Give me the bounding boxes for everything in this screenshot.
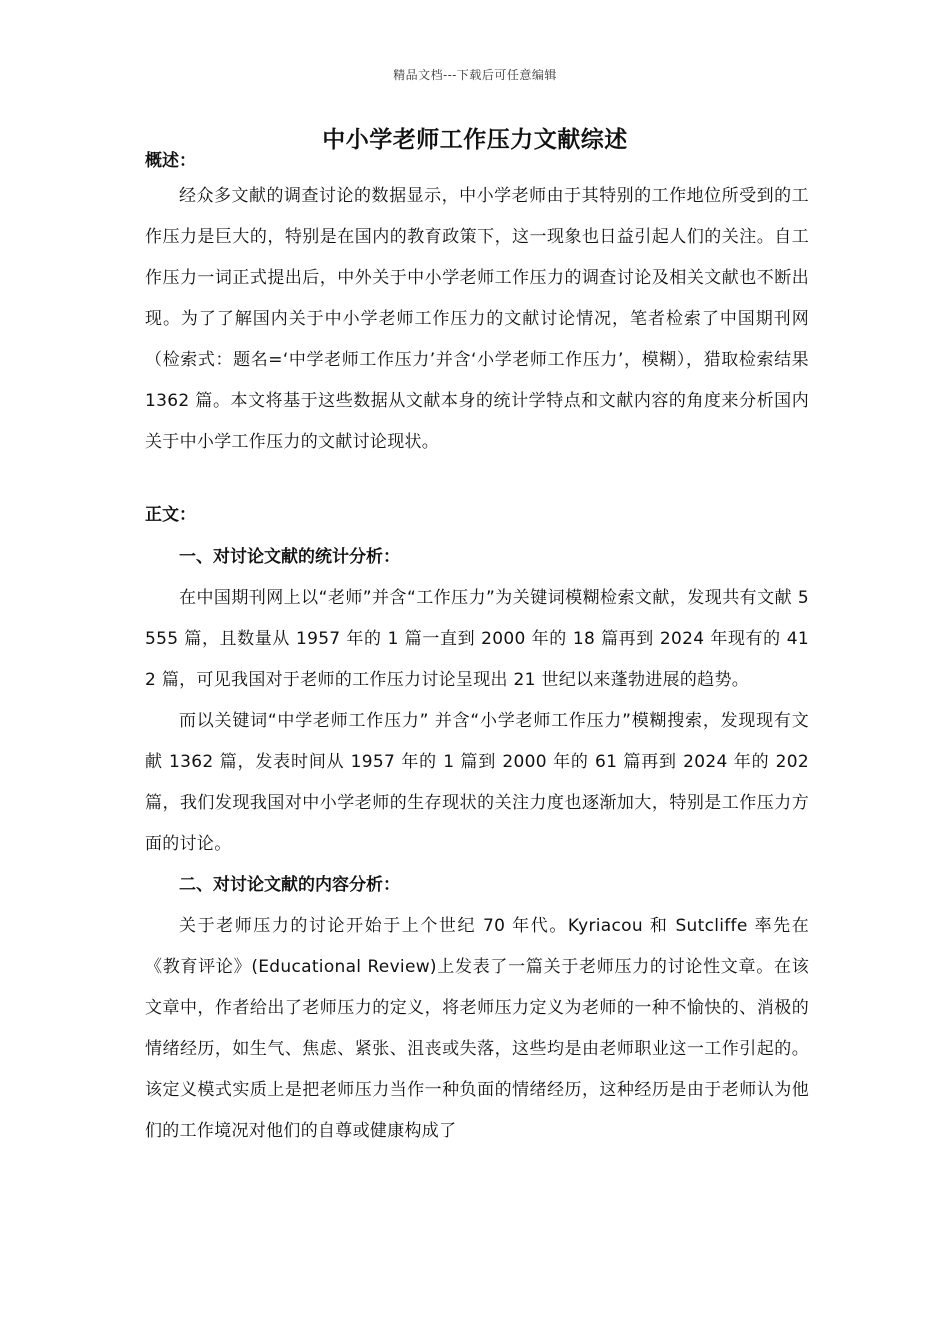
main-body-label: 正文： [145,505,196,525]
spacer [145,530,809,537]
section2-heading: 二、对讨论文献的内容分析： [179,875,400,895]
page-header-note: 精品文档---下载后可任意编辑 [393,68,557,82]
section1-paragraph-1: 在中国期刊网上以“老师”并含“工作压力”为关键词模糊检索文献，发现共有文献 5555 篇，且数量从 1957 年的 1 篇一直到 2000 年的 18 篇再到 2024 年现有的 412 篇，可见我国对于老师的工作压力讨论呈现出 21 世纪以来蓬勃进展的趋势。 [145,588,809,690]
spacer [145,463,809,500]
document-body [145,146,809,1152]
document-title: 中小学老师工作压力文献综述 [322,127,628,153]
section1-paragraph-2: 而以关键词“中学老师工作压力” 并含“小学老师工作压力”模糊搜索，发现现有文献 1362 篇，发表时间从 1957 年的 1 篇到 2000 年的 61 篇再到 2024 年的 202 篇，我们发现我国对中小学老师的生存现状的关注力度也逐渐加大，特别是工作压力方面的讨论。 [145,711,809,854]
section2-paragraph-1: 关于老师压力的讨论开始于上个世纪 70 年代。Kyriacou 和 Sutcliffe 率先在《教育评论》(Educational Review)上发表了一篇关于老师压力的讨论性文章。在该文章中，作者给出了老师压力的定义，将老师压力定义为老师的一种不愉快的、消极的情绪经历，如生气、焦虑、紧张、沮丧或失落，这些均是由老师职业这一工作引起的。该定义模式实质上是把老师压力当作一种负面的情绪经历，这种经历是由于老师认为他们的工作境况对他们的自尊或健康构成了 [145,916,809,1141]
overview-label: 概述： [145,151,196,171]
overview-paragraph: 经众多文献的调查讨论的数据显示，中小学老师由于其特别的工作地位所受到的工作压力是巨大的，特别是在国内的教育政策下，这一现象也日益引起人们的关注。自工作压力一词正式提出后，中外关于中小学老师工作压力的调查讨论及相关文献也不断出现。为了了解国内关于中小学老师工作压力的文献讨论情况，笔者检索了中国期刊网（检索式：题名=‘中学老师工作压力’并含‘小学老师工作压力’，模糊），猎取检索结果 1362 篇。本文将基于这些数据从文献本身的统计学特点和文献内容的角度来分析国内关于中小学工作压力的文献讨论现状。 [145,186,809,452]
section1-heading: 一、对讨论文献的统计分析： [179,547,400,567]
